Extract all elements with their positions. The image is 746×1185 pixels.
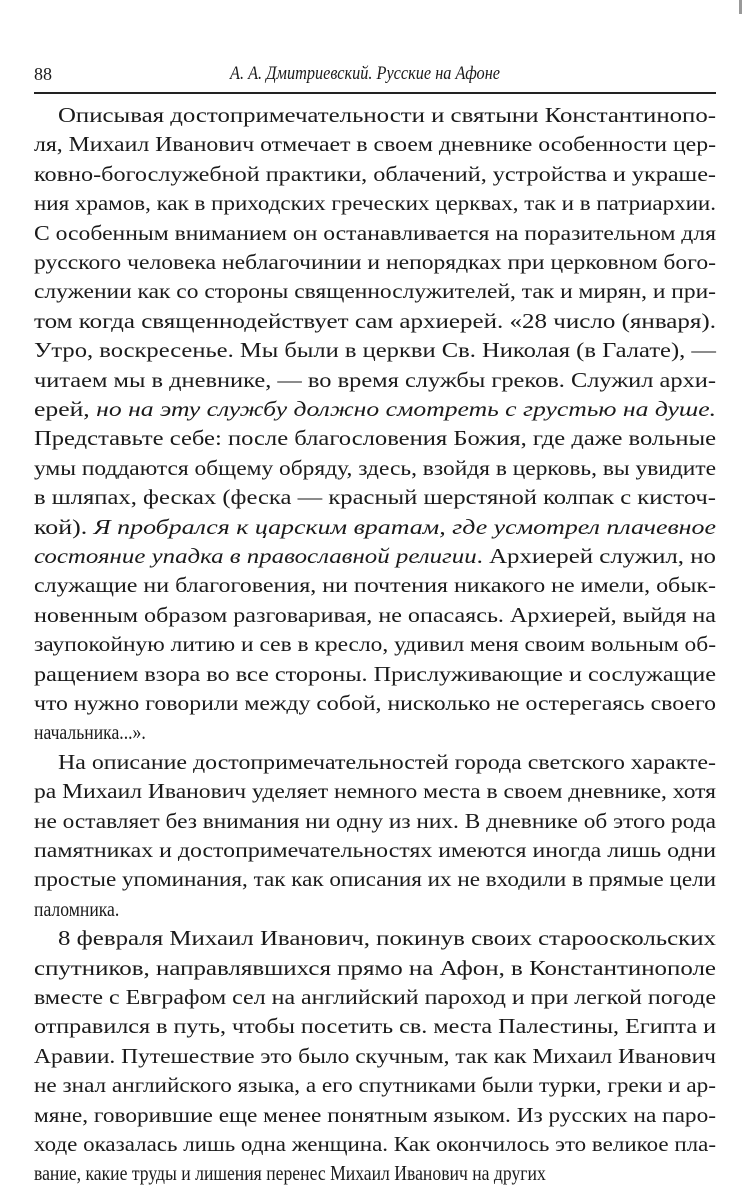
text-line (34, 485, 716, 509)
text-segment: паломника. (34, 896, 120, 921)
text-line (34, 309, 716, 333)
italic-quote-segment: Я пробрался к царским вратам, где усмотрел плачевное (93, 514, 716, 539)
text-line (58, 103, 716, 127)
text-line (34, 573, 716, 597)
text-segment: ращением взора во все стороны. Прислуживающие и сослужащие (34, 661, 716, 686)
text-line (34, 1161, 546, 1185)
text-line (34, 250, 716, 274)
text-line (34, 368, 716, 392)
text-line (34, 1132, 716, 1156)
header-rule (34, 92, 716, 94)
text-segment: спутников, направлявшихся прямо на Афон, в Константинополе (34, 955, 716, 980)
text-segment: новенным образом разговаривая, не опасаясь. Архиерей, выйдя на (34, 602, 716, 627)
text-segment: что нужно говорили между собой, нисколько не остерегаясь своего (34, 691, 716, 715)
text-segment: Представьте себе: после благословения Божия, где даже вольные (34, 426, 716, 451)
text-segment: служащие ни благоговения, ни почтения никакого не имели, обык- (34, 573, 716, 598)
text-segment: читаем мы в дневнике, — во время службы греков. Служил архи- (34, 367, 716, 392)
text-segment: . Архиерей служил, но (476, 544, 716, 568)
text-segment: начальника...». (34, 720, 146, 745)
text-segment: ра Михаил Иванович уделяет немного места в своем дневнике, хотя (34, 779, 717, 804)
scan-artifact (739, 0, 742, 14)
text-line (34, 132, 716, 156)
text-segment: С особенным вниманием он останавливается на поразительном для (34, 220, 716, 245)
running-title: А. А. Дмитриевский. Русские на Афоне (230, 63, 500, 84)
text-segment: памятниках и достопримечательностях имеются иногда лишь одни (34, 838, 716, 862)
text-line (34, 867, 716, 891)
text-segment: простые упоминания, так как описания их не входили в прямые цели (34, 867, 716, 892)
text-segment: служении как со стороны священнослужителей, так и мирян, и при- (34, 279, 716, 304)
text-line (34, 1073, 716, 1097)
italic-quote-segment: состояние упадка в православной религии (34, 544, 477, 568)
text-line (34, 426, 716, 450)
text-segment: кой). (34, 514, 94, 539)
text-line (34, 515, 716, 539)
text-line (34, 779, 716, 803)
text-segment: русского человека неблагочинии и непорядках при церковном бого- (34, 250, 716, 274)
text-segment: умы поддаются общему обряду, здесь, взойдя в церковь, вы увидите (34, 455, 716, 480)
text-segment: в шляпах, фесках (феска — красный шерстяной колпак с кисточ- (34, 485, 716, 510)
text-line (34, 632, 716, 656)
text-line (34, 603, 716, 627)
text-line (34, 1044, 716, 1068)
page-number: 88 (34, 64, 52, 84)
text-segment: отправился в путь, чтобы посетить св. места Палестины, Египта и (34, 1014, 716, 1039)
text-segment: ковно-богослужебной практики, облачений, устройства и украше- (34, 161, 716, 186)
italic-quote-segment: но на эту службу должно смотреть с грустью на душе. (96, 397, 716, 421)
text-segment: ния храмов, как в приходских греческих церквах, так и в патриархии. (34, 191, 716, 216)
text-segment: ходе оказалась лишь одна женщина. Как окончилось это великое пла- (34, 1132, 716, 1156)
text-segment: 8 февраля Михаил Иванович, покинув своих старооскольских (58, 926, 716, 951)
text-line (34, 985, 716, 1009)
text-segment: том когда священнодействует сам архиерей. «28 число (января). (34, 308, 716, 333)
text-segment: ерей, (34, 397, 97, 421)
text-line (34, 221, 716, 245)
text-segment: мяне, говорившие еще менее понятным языком. Из русских на паро- (34, 1102, 716, 1127)
text-line (34, 691, 716, 715)
text-line (34, 338, 716, 362)
text-segment: вание, какие труды и лишения перенес Михаил Иванович на других (34, 1161, 546, 1185)
text-line (34, 1014, 716, 1038)
text-segment: вместе с Евграфом сел на английский пароход и при легкой погоде (34, 985, 716, 1009)
text-line (58, 926, 716, 950)
text-line (34, 809, 716, 833)
text-line (34, 720, 146, 744)
text-line (34, 897, 119, 921)
text-segment: Утро, воскресенье. Мы были в церкви Св. Николая (в Галате), — (34, 338, 716, 363)
text-segment: На описание достопримечательностей города светского характе- (58, 749, 716, 774)
text-segment: заупокойную литию и сев в кресло, удивил меня своим вольным об- (34, 632, 716, 657)
text-line (34, 162, 716, 186)
text-line (34, 838, 716, 862)
text-line (34, 956, 716, 980)
text-segment: ля, Михаил Иванович отмечает в своем дневнике особенности цер- (34, 132, 716, 157)
text-segment: не оставляет без внимания ни одну из них. В дневнике об этого рода (34, 808, 717, 833)
text-segment: Аравии. Путешествие это было скучным, так как Михаил Иванович (34, 1043, 716, 1068)
text-line (34, 397, 716, 421)
text-line (34, 279, 716, 303)
text-line (34, 544, 716, 568)
text-line (58, 750, 716, 774)
text-line (34, 191, 716, 215)
text-line (34, 662, 716, 686)
text-line (34, 456, 716, 480)
text-line (34, 1103, 716, 1127)
text-segment: Описывая достопримечательности и святыни Константинопо- (58, 103, 716, 127)
text-segment: не знал английского языка, а его спутниками были турки, греки и ар- (34, 1073, 716, 1098)
